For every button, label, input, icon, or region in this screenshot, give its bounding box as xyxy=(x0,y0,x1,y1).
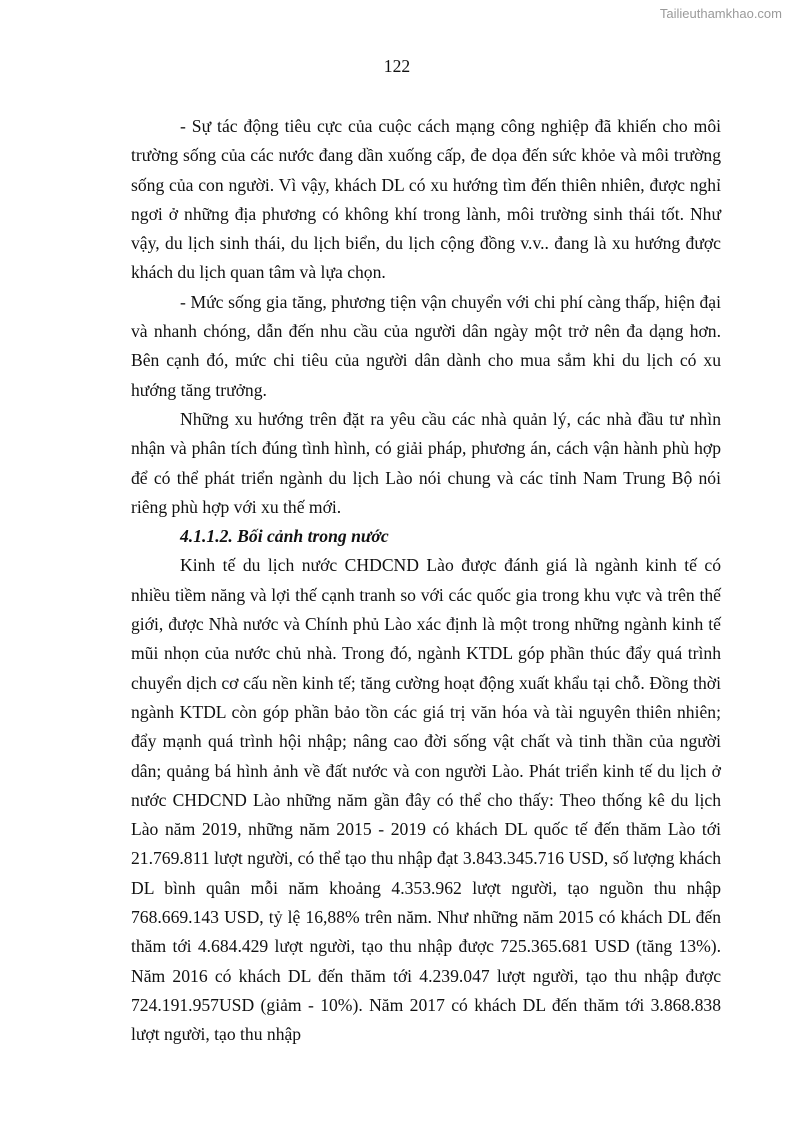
paragraph: Những xu hướng trên đặt ra yêu cầu các nhà quản lý, các nhà đầu tư nhìn nhận và phân tích đúng tình hình, có giải pháp, phương án, cách vận hành phù hợp để có thể phát triển ngành du lịch Lào nói chung và các tỉnh Nam Trung Bộ nói riêng phù hợp với xu thế mới. xyxy=(131,408,721,517)
paragraph: - Mức sống gia tăng, phương tiện vận chuyển với chi phí càng thấp, hiện đại và nhanh chóng, dẫn đến nhu cầu của người dân ngày một trở nên đa dạng hơn. Bên cạnh đó, mức chi tiêu của người dân dành cho mua sắm khi du lịch có xu hướng tăng trưởng. xyxy=(131,291,721,400)
watermark: Tailieuthamkhao.com xyxy=(659,6,782,21)
section-heading: 4.1.1.2. Bối cảnh trong nước xyxy=(180,526,389,547)
page-number: 122 xyxy=(383,56,411,76)
paragraph: - Sự tác động tiêu cực của cuộc cách mạng công nghiệp đã khiến cho môi trường sống của các nước đang dần xuống cấp, đe dọa đến sức khỏe và môi trường sống của con người. Vì vậy, khách DL có xu hướng tìm đến thiên nhiên, được nghỉ ngơi ở những địa phương có không khí trong lành, môi trường sinh thái tốt. Như vậy, du lịch sinh thái, du lịch biển, du lịch cộng đồng v.v.. đang là xu hướng được khách du lịch quan tâm và lựa chọn. xyxy=(131,116,721,283)
body-text xyxy=(131,112,721,1050)
paragraph: Kinh tế du lịch nước CHDCND Lào được đánh giá là ngành kinh tế có nhiều tiềm năng và lợi thế cạnh tranh so với các quốc gia trong khu vực và trên thế giới, được Nhà nước và Chính phủ Lào xác định là một trong những ngành kinh tế mũi nhọn của nước chủ nhà. Trong đó, ngành KTDL góp phần thúc đẩy quá trình chuyển dịch cơ cấu nền kinh tế; tăng cường hoạt động xuất khẩu tại chỗ. Đồng thời ngành KTDL còn góp phần bảo tồn các giá trị văn hóa và tài nguyên thiên nhiên; đẩy mạnh quá trình hội nhập; nâng cao đời sống vật chất và tinh thần của người dân; quảng bá hình ảnh về đất nước và con người Lào. Phát triển kinh tế du lịch ở nước CHDCND Lào những năm gần đây có thể cho thấy: Theo thống kê du lịch Lào năm 2019, những năm 2015 - 2019 có khách DL quốc tế đến thăm Lào tới 21.769.811 lượt người, có thể tạo thu nhập đạt 3.843.345.716 USD, số lượng khách DL bình quân mỗi năm khoảng 4.353.962 lượt người, tạo nguồn thu nhập 768.669.143 USD, tỷ lệ 16,88% trên năm. Như những năm 2015 có khách DL đến thăm tới 4.684.429 lượt người, tạo thu nhập được 725.365.681 USD (tăng 13%). Năm 2016 có khách DL đến thăm tới 4.239.047 lượt người, tạo thu nhập được 724.191.957USD (giảm - 10%). Năm 2017 có khách DL đến thăm tới 3.868.838 lượt người, tạo thu nhập xyxy=(131,555,721,1045)
